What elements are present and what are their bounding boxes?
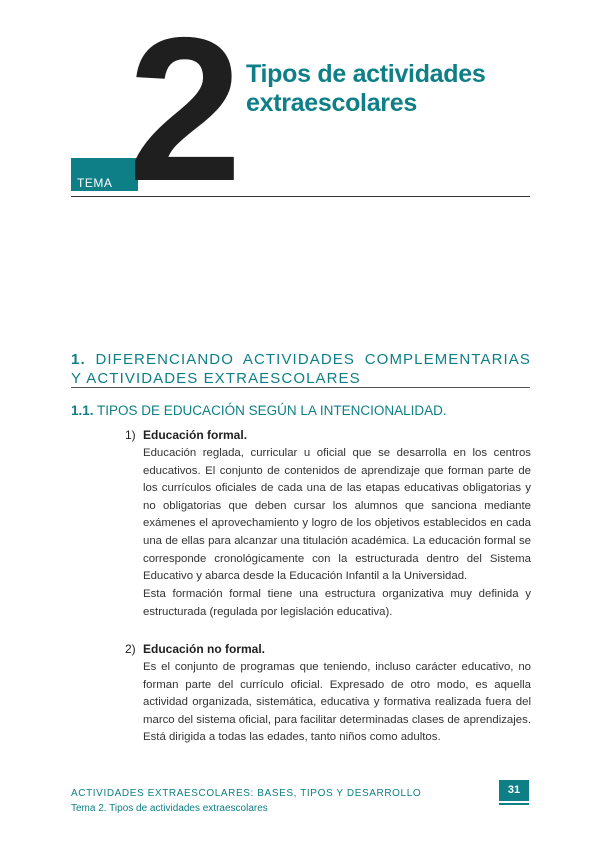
paragraph: Educación reglada, curricular u oficial que se desarrolla en los centros educativos. El conjunto de contenidos de aprendizaje que forman parte de los currículos oficiales de cada una de las etapas educativas obligatorias y no obligatorias que deben cursar los alumnos que sanciona mediante exámenes el aprovechamiento y logro de los objetivos establecidos en cada una de ellas para alcanzar una titulación académica. La educación formal se corresponde cronológicamente con la estructurada dentro del Sistema Educativo y abarca desde la Educación Infantil a la Universidad. <box>143 447 531 583</box>
chapter-title: Tipos de actividades extraescolares <box>246 60 486 117</box>
paragraph: Esta formación formal tiene una estructura organizativa muy definida y estructurada (regulada por legislación educativa). <box>143 588 531 618</box>
tema-label: TEMA <box>77 176 113 190</box>
list-item-title <box>125 641 265 657</box>
list-item-label: Educación formal. <box>143 428 248 442</box>
page-number-underline <box>499 803 529 805</box>
subsection-heading <box>71 402 531 420</box>
footer-chapter-line: Tema 2. Tipos de actividades extraescolares <box>71 803 268 814</box>
section-title: DIFERENCIANDO ACTIVIDADES COMPLEMENTARIAS Y ACTIVIDADES EXTRAESCOLARES <box>71 351 531 387</box>
list-item-label: Educación no formal. <box>143 642 266 656</box>
page-number: 31 <box>507 784 521 796</box>
subsection-title: TIPOS DE EDUCACIÓN SEGÚN LA INTENCIONALIDAD. <box>97 403 447 418</box>
subsection-number: 1.1. <box>71 403 94 418</box>
section-heading <box>71 350 531 388</box>
list-item-title <box>125 427 247 443</box>
list-item-marker: 1) <box>125 428 136 442</box>
section-number: 1. <box>71 351 86 368</box>
chapter-number: 2 <box>128 0 237 224</box>
header-divider <box>71 196 530 197</box>
section-divider <box>71 387 530 388</box>
paragraph: Es el conjunto de programas que teniendo, incluso carácter educativo, no forman parte del currículo oficial. Expresado de otro modo, es aquella actividad organizada, sistemática, educativa y formativa realizada fuera del marco del sistema oficial, para facilitar determinadas clases de aprendizajes. Está dirigida a todas las edades, tanto niños como adultos. <box>143 661 531 744</box>
list-item-marker: 2) <box>125 642 136 656</box>
footer-book-title: ACTIVIDADES EXTRAESCOLARES: BASES, TIPOS Y DESARROLLO <box>71 788 422 799</box>
